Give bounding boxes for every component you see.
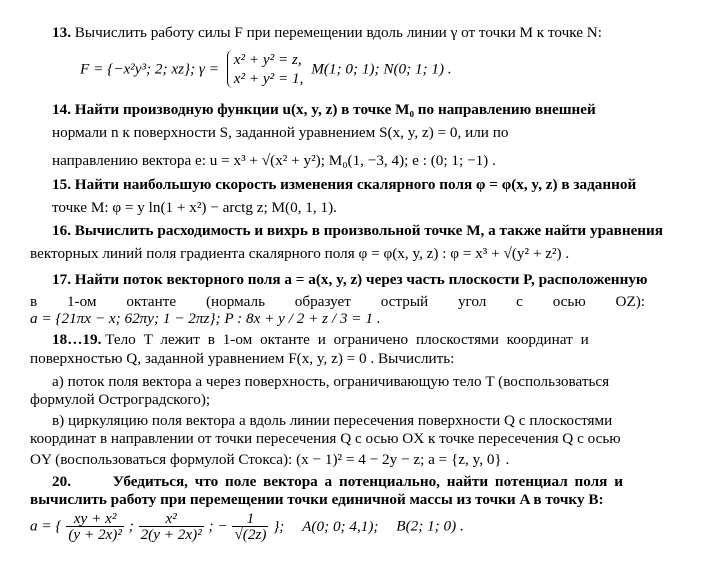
point-b: B(2; 1; 0) . (396, 517, 464, 535)
problem-14-line1 (52, 101, 668, 119)
problem-13-system (227, 50, 304, 88)
problem-16-number: 16. (52, 222, 71, 239)
problem-1819-line1 (52, 331, 589, 349)
fraction-3-numerator: 1 (232, 511, 268, 527)
problem-20-text1: Убедиться, что поле вектора a потенциально, найти потенциал поля и (112, 473, 623, 490)
problem-17-line1 (52, 271, 648, 289)
problem-1819-item-b1: в) циркуляцию поля вектора a вдоль линии пересечения поверхности Q с плоскостями (52, 412, 613, 429)
problem-20-line1 (52, 473, 623, 491)
problem-14-line3: направлению вектора e: u = x³ + √(x² + y²); M₀(1, −3, 4); e : (0; 1; −1) . (52, 152, 496, 169)
problem-13-points: M(1; 0; 1); N(0; 1; 1) . (311, 60, 452, 78)
problem-20-line2: вычислить работу при перемещении точки единичной массы из точки A в точку B: (30, 491, 604, 508)
problem-17-number: 17. (52, 271, 71, 288)
problem-13-system-eq2: x² + y² = 1, (233, 70, 304, 87)
problem-1819-item-a1: а) поток поля вектора a через поверхность, ограничивающую тело T (воспользоваться (52, 373, 610, 390)
problem-20-number: 20. (52, 473, 71, 490)
separator-2: ; (208, 517, 214, 535)
fraction-2-denominator: 2(y + 2x)² (140, 526, 202, 543)
problem-15-number: 15. (52, 176, 71, 193)
fraction-1-denominator: (y + 2x)² (68, 526, 122, 543)
problem-14-text1: Найти производную функции u(x, y, z) в точке M₀ по направлению внешней (74, 101, 596, 118)
fraction-3-denominator: √(2z) (234, 526, 267, 543)
problem-17-line3: a = {21πx − x; 62πy; 1 − 2πz}; P : 8x + y / 2 + z / 3 = 1 . (30, 310, 381, 327)
problem-20-fraction-1 (66, 511, 124, 542)
problem-13-line1 (52, 24, 602, 42)
fraction-2-numerator: x² (139, 511, 204, 527)
problem-20-fraction-2 (139, 511, 204, 542)
separator-1: ; (128, 517, 134, 535)
point-a: A(0; 0; 4,1); (302, 517, 379, 535)
problem-14-line2: нормали n к поверхности S, заданной уравнением S(x, y, z) = 0, или по (52, 124, 509, 141)
problem-14-number: 14. (52, 101, 71, 118)
problem-1819-text1: Тело T лежит в 1-ом октанте и ограничено плоскостями координат и (105, 331, 589, 348)
fraction-1-numerator: xy + x² (66, 511, 124, 527)
problem-13-force: F = {−x²y³; 2; xz}; γ = (80, 60, 219, 78)
problem-16-line2: векторных линий поля градиента скалярного поля φ = φ(x, y, z) : φ = x³ + √(y² + z²) . (30, 245, 570, 262)
problem-1819-line2: поверхностью Q, заданной уравнением F(x, y, z) = 0 . Вычислить: (30, 350, 455, 367)
closing-brace: }; (273, 517, 285, 535)
problem-1819-item-b3: OY (воспользоваться формулой Стокса): (x − 1)² = 4 − 2y − z; a = {z, y, 0} . (30, 451, 510, 468)
problem-20-formula (30, 511, 464, 542)
problem-20-lhs: a = { (30, 517, 62, 535)
problem-15-line2: точке M: φ = y ln(1 + x²) − arctg z; M(0, 1, 1). (52, 199, 337, 216)
problem-1819-item-b2: координат в направлении от точки пересечения Q с осью OX к точке пересечения Q с осью (30, 430, 621, 447)
problem-13-system-eq1: x² + y² = z, (233, 51, 302, 68)
problem-13-number: 13. (52, 24, 71, 41)
problem-15-line1 (52, 176, 636, 194)
problem-16-text1: Вычислить расходимость и вихрь в произвольной точке M, а также найти уравнения (74, 222, 664, 239)
problem-16-line1 (52, 222, 663, 240)
problem-13-text: Вычислить работу силы F при перемещении вдоль линии γ от точки M к точке N: (74, 24, 602, 41)
minus-sign: − (217, 517, 228, 535)
problem-17-line2: в 1-ом октанте (нормаль образует острый угол с осью OZ): (30, 293, 646, 310)
problem-13-formula (80, 50, 452, 88)
problem-1819-number: 18…19. (52, 331, 102, 348)
problem-20-fraction-3 (232, 511, 268, 542)
problem-1819-item-a2: формулой Остроградского); (30, 391, 211, 408)
problem-15-text1: Найти наибольшую скорость изменения скалярного поля φ = φ(x, y, z) в заданной (74, 176, 637, 193)
problem-17-text1: Найти поток векторного поля a = a(x, y, z) через часть плоскости P, расположенную (74, 271, 648, 288)
